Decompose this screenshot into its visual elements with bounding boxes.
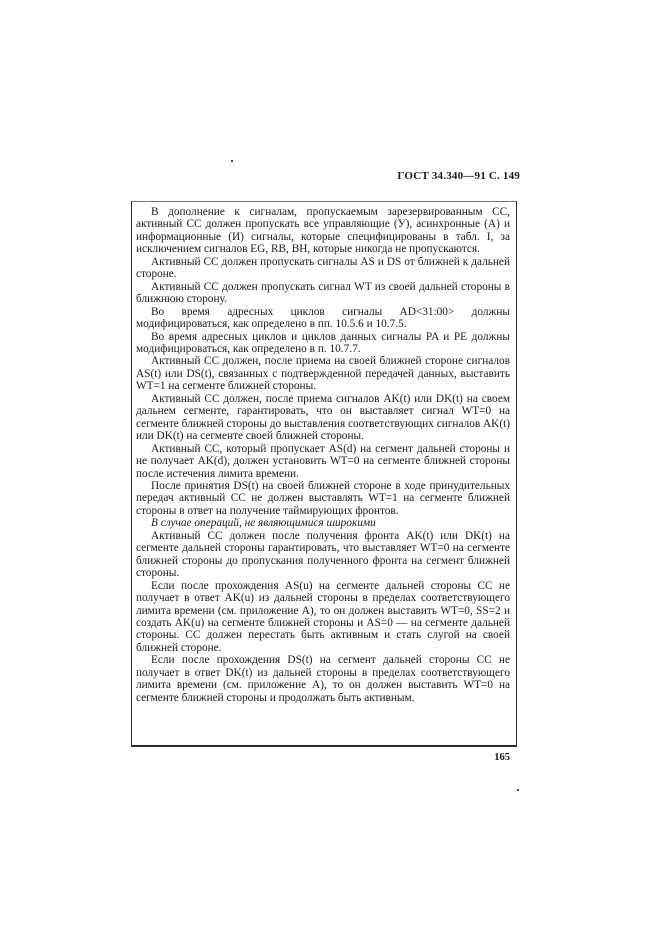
paragraph: Если после прохождения DS(t) на сегмент дальней стороны СС не получает в ответ DK(t) из дальней стороны в пределах соответствующего лимита времени (см. приложение А), то он должен выставить WT=0 на сегменте ближней стороны и продолжать быть активным. [136, 654, 510, 704]
paragraph: После принятия DS(t) на своей ближней стороне в ходе принудительных передач активный СС не должен выставлять WT=1 на сегменте ближней стороны в ответ на получение таймирующих фронтов. [136, 479, 510, 517]
page-header: ГОСТ 34.340—91 С. 149 [397, 170, 520, 182]
paragraph: В дополнение к сигналам, пропускаемым зарезервированным СС, активный СС должен пропускать все управляющие (У), асинхронные (А) и информационные (И) сигналы, которые специфицированы в табл. I, за исключением сигналов EG, RB, BH, которые никогда не пропускаются. [136, 206, 510, 256]
paragraph: Во время адресных циклов и циклов данных сигналы PA и PE должны модифицироваться, как определено в п. 10.7.7. [136, 330, 510, 355]
paragraph: Активный СС должен, после приема сигналов AK(t) или DK(t) на своем дальнем сегменте, гарантировать, что он выставляет сигнал WT=0 на сегменте ближней стороны до выставления соответствующих сигналов AK(t) или DK(t) на сегменте своей ближней стороны. [136, 392, 510, 443]
page-number: 165 [494, 752, 510, 763]
paragraph: Активный СС должен после получения фронта AK(t) или DK(t) на сегменте дальней стороны гарантировать, что выставляет WT=0 на сегменте ближней стороны до пропускания полученного фронта на сегмент ближней стороны. [136, 529, 510, 580]
paragraph: Активный СС должен пропускать сигналы AS и DS от ближней к дальней стороне. [136, 255, 510, 281]
paragraph: Во время адресных циклов сигналы AD<31:00> должны модифицироваться, как определено в пп. 10.5.6 и 10.7.5. [136, 305, 510, 331]
paragraph: Активный СС должен пропускать сигнал WT из своей дальней стороны в ближнюю сторону. [136, 280, 510, 306]
paragraph: Если после прохождения AS(u) на сегменте дальней стороны СС не получает в ответ AK(u) из дальней стороны в пределах соответствующего лимита времени (см. приложение А), то он должен выставить WT=0, SS=2 и создать AK(u) на сегменте ближней стороны и AS=0 — на сегменте дальней стороны. СС должен перестать быть активным и стать слугой на своей ближней стороне. [136, 579, 510, 654]
text-frame [131, 201, 517, 747]
scan-speck [517, 789, 519, 791]
paragraph: Активный СС, который пропускает AS(d) на сегмент дальней стороны и не получает AK(d), должен установить WT=0 на сегменте ближней стороны после истечения лимита времени. [136, 442, 510, 480]
section-subheading: В случае операций, не являющимися широкими [151, 517, 376, 530]
paragraph: Активный СС должен, после приема на своей ближней стороне сигналов AS(t) или DS(t), связанных с подтвержденной передачей данных, выставить WT=1 на сегменте ближней стороны. [136, 355, 510, 393]
scan-speck [231, 160, 233, 162]
